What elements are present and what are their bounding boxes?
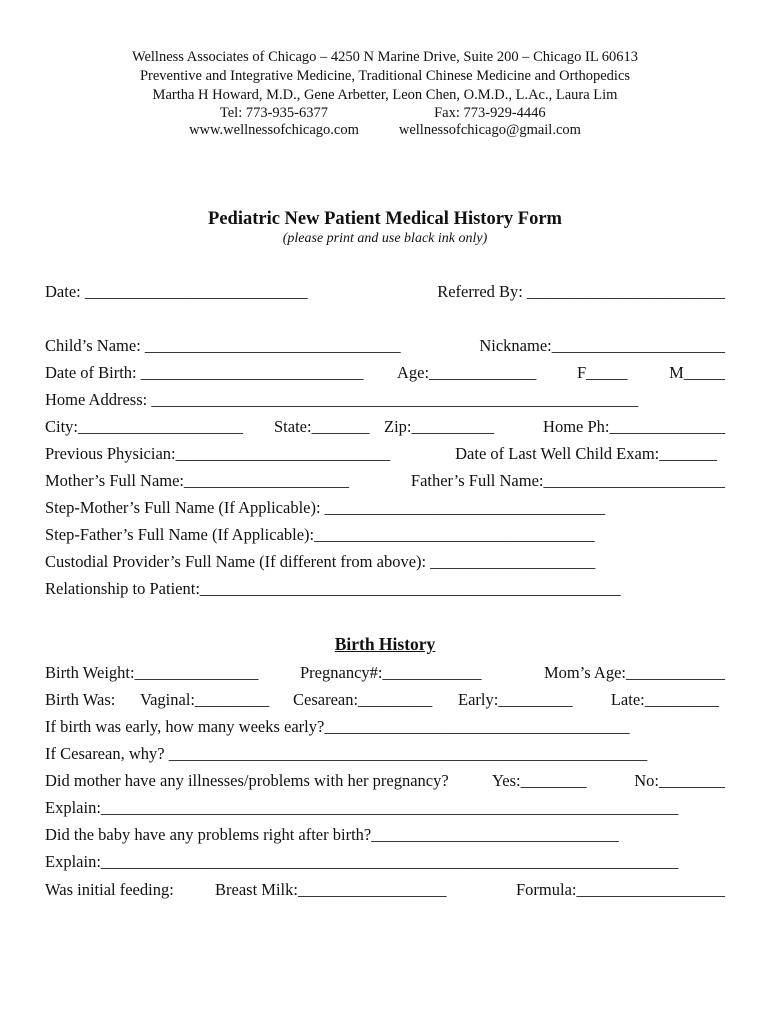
stepfather-name-field[interactable]: Step-Father’s Full Name (If Applicable):__________________________________ bbox=[45, 525, 595, 544]
mother-name-field[interactable]: Mother’s Full Name:____________________ bbox=[45, 471, 350, 490]
clinic-website: www.wellnessofchicago.com bbox=[189, 122, 359, 138]
zip-field[interactable]: Zip:__________ bbox=[384, 417, 494, 436]
clinic-fax: Fax: 773-929-4446 bbox=[434, 105, 546, 121]
home-phone-field[interactable]: Home Ph:______________ bbox=[543, 417, 725, 436]
initial-feeding-label: Was initial feeding: bbox=[45, 880, 174, 899]
father-name-field[interactable]: Father’s Full Name:______________________ bbox=[410, 471, 725, 490]
contact-block bbox=[0, 105, 770, 139]
birth-weight-field[interactable]: Birth Weight:_______________ bbox=[45, 663, 259, 682]
illness-yes-field[interactable]: Yes:________ bbox=[492, 771, 587, 790]
birth-was-label: Birth Was: bbox=[45, 690, 116, 709]
birth-history-heading: Birth History bbox=[334, 634, 436, 654]
male-field[interactable]: M_____ bbox=[669, 363, 725, 382]
late-field[interactable]: Late:_________ bbox=[610, 690, 719, 709]
contact-left bbox=[189, 105, 359, 139]
illness-no-field[interactable]: No:________ bbox=[634, 771, 725, 790]
letterhead bbox=[0, 48, 770, 139]
last-well-child-exam-field[interactable]: Date of Last Well Child Exam:_______ bbox=[455, 444, 717, 463]
custodial-provider-field[interactable]: Custodial Provider’s Full Name (If different from above): ____________________ bbox=[45, 552, 596, 571]
referred-by-field[interactable]: Referred By: ________________________ bbox=[437, 282, 725, 301]
cesarean-field[interactable]: Cesarean:_________ bbox=[293, 690, 433, 709]
home-address-field[interactable]: Home Address: ___________________________________________________________ bbox=[45, 390, 639, 409]
form-title: Pediatric New Patient Medical History Form bbox=[208, 209, 562, 229]
mother-illness-question: Did mother have any illnesses/problems with her pregnancy? bbox=[45, 771, 449, 790]
pregnancy-number-field[interactable]: Pregnancy#:____________ bbox=[300, 663, 482, 682]
date-field[interactable]: Date: ___________________________ bbox=[45, 282, 308, 301]
relationship-field[interactable]: Relationship to Patient:___________________________________________________ bbox=[45, 579, 621, 598]
moms-age-field[interactable]: Mom’s Age:____________ bbox=[543, 663, 725, 682]
explain-baby-problems-field[interactable]: Explain:______________________________________________________________________ bbox=[45, 852, 679, 871]
previous-physician-field[interactable]: Previous Physician:__________________________ bbox=[45, 444, 391, 463]
state-field[interactable]: State:_______ bbox=[274, 417, 370, 436]
nickname-field[interactable]: Nickname:_____________________ bbox=[479, 336, 725, 355]
childs-name-field[interactable]: Child’s Name: _______________________________ bbox=[45, 336, 401, 355]
clinic-specialties: Preventive and Integrative Medicine, Traditional Chinese Medicine and Orthopedics bbox=[139, 68, 631, 84]
explain-illness-field[interactable]: Explain:______________________________________________________________________ bbox=[45, 798, 679, 817]
age-field[interactable]: Age:_____________ bbox=[397, 363, 537, 382]
contact-right bbox=[399, 105, 581, 139]
dob-field[interactable]: Date of Birth: ___________________________ bbox=[45, 363, 364, 382]
baby-problems-field[interactable]: Did the baby have any problems right after birth?______________________________ bbox=[45, 825, 619, 844]
form-subtitle: (please print and use black ink only) bbox=[282, 231, 488, 246]
female-field[interactable]: F_____ bbox=[577, 363, 628, 382]
vaginal-field[interactable]: Vaginal:_________ bbox=[140, 690, 270, 709]
clinic-address: Wellness Associates of Chicago – 4250 N Marine Drive, Suite 200 – Chicago IL 60613 bbox=[131, 49, 639, 65]
cesarean-why-field[interactable]: If Cesarean, why? __________________________________________________________ bbox=[45, 744, 648, 763]
formula-field[interactable]: Formula:__________________ bbox=[516, 880, 725, 899]
clinic-email: wellnessofchicago@gmail.com bbox=[398, 122, 581, 138]
weeks-early-field[interactable]: If birth was early, how many weeks early?_____________________________________ bbox=[45, 717, 630, 736]
clinic-tel: Tel: 773-935-6377 bbox=[219, 105, 329, 121]
stepmother-name-field[interactable]: Step-Mother’s Full Name (If Applicable): __________________________________ bbox=[45, 498, 606, 517]
breast-milk-field[interactable]: Breast Milk:__________________ bbox=[215, 880, 447, 899]
clinic-practitioners: Martha H Howard, M.D., Gene Arbetter, Leon Chen, O.M.D., L.Ac., Laura Lim bbox=[152, 87, 618, 103]
early-field[interactable]: Early:_________ bbox=[458, 690, 573, 709]
city-field[interactable]: City:____________________ bbox=[45, 417, 244, 436]
